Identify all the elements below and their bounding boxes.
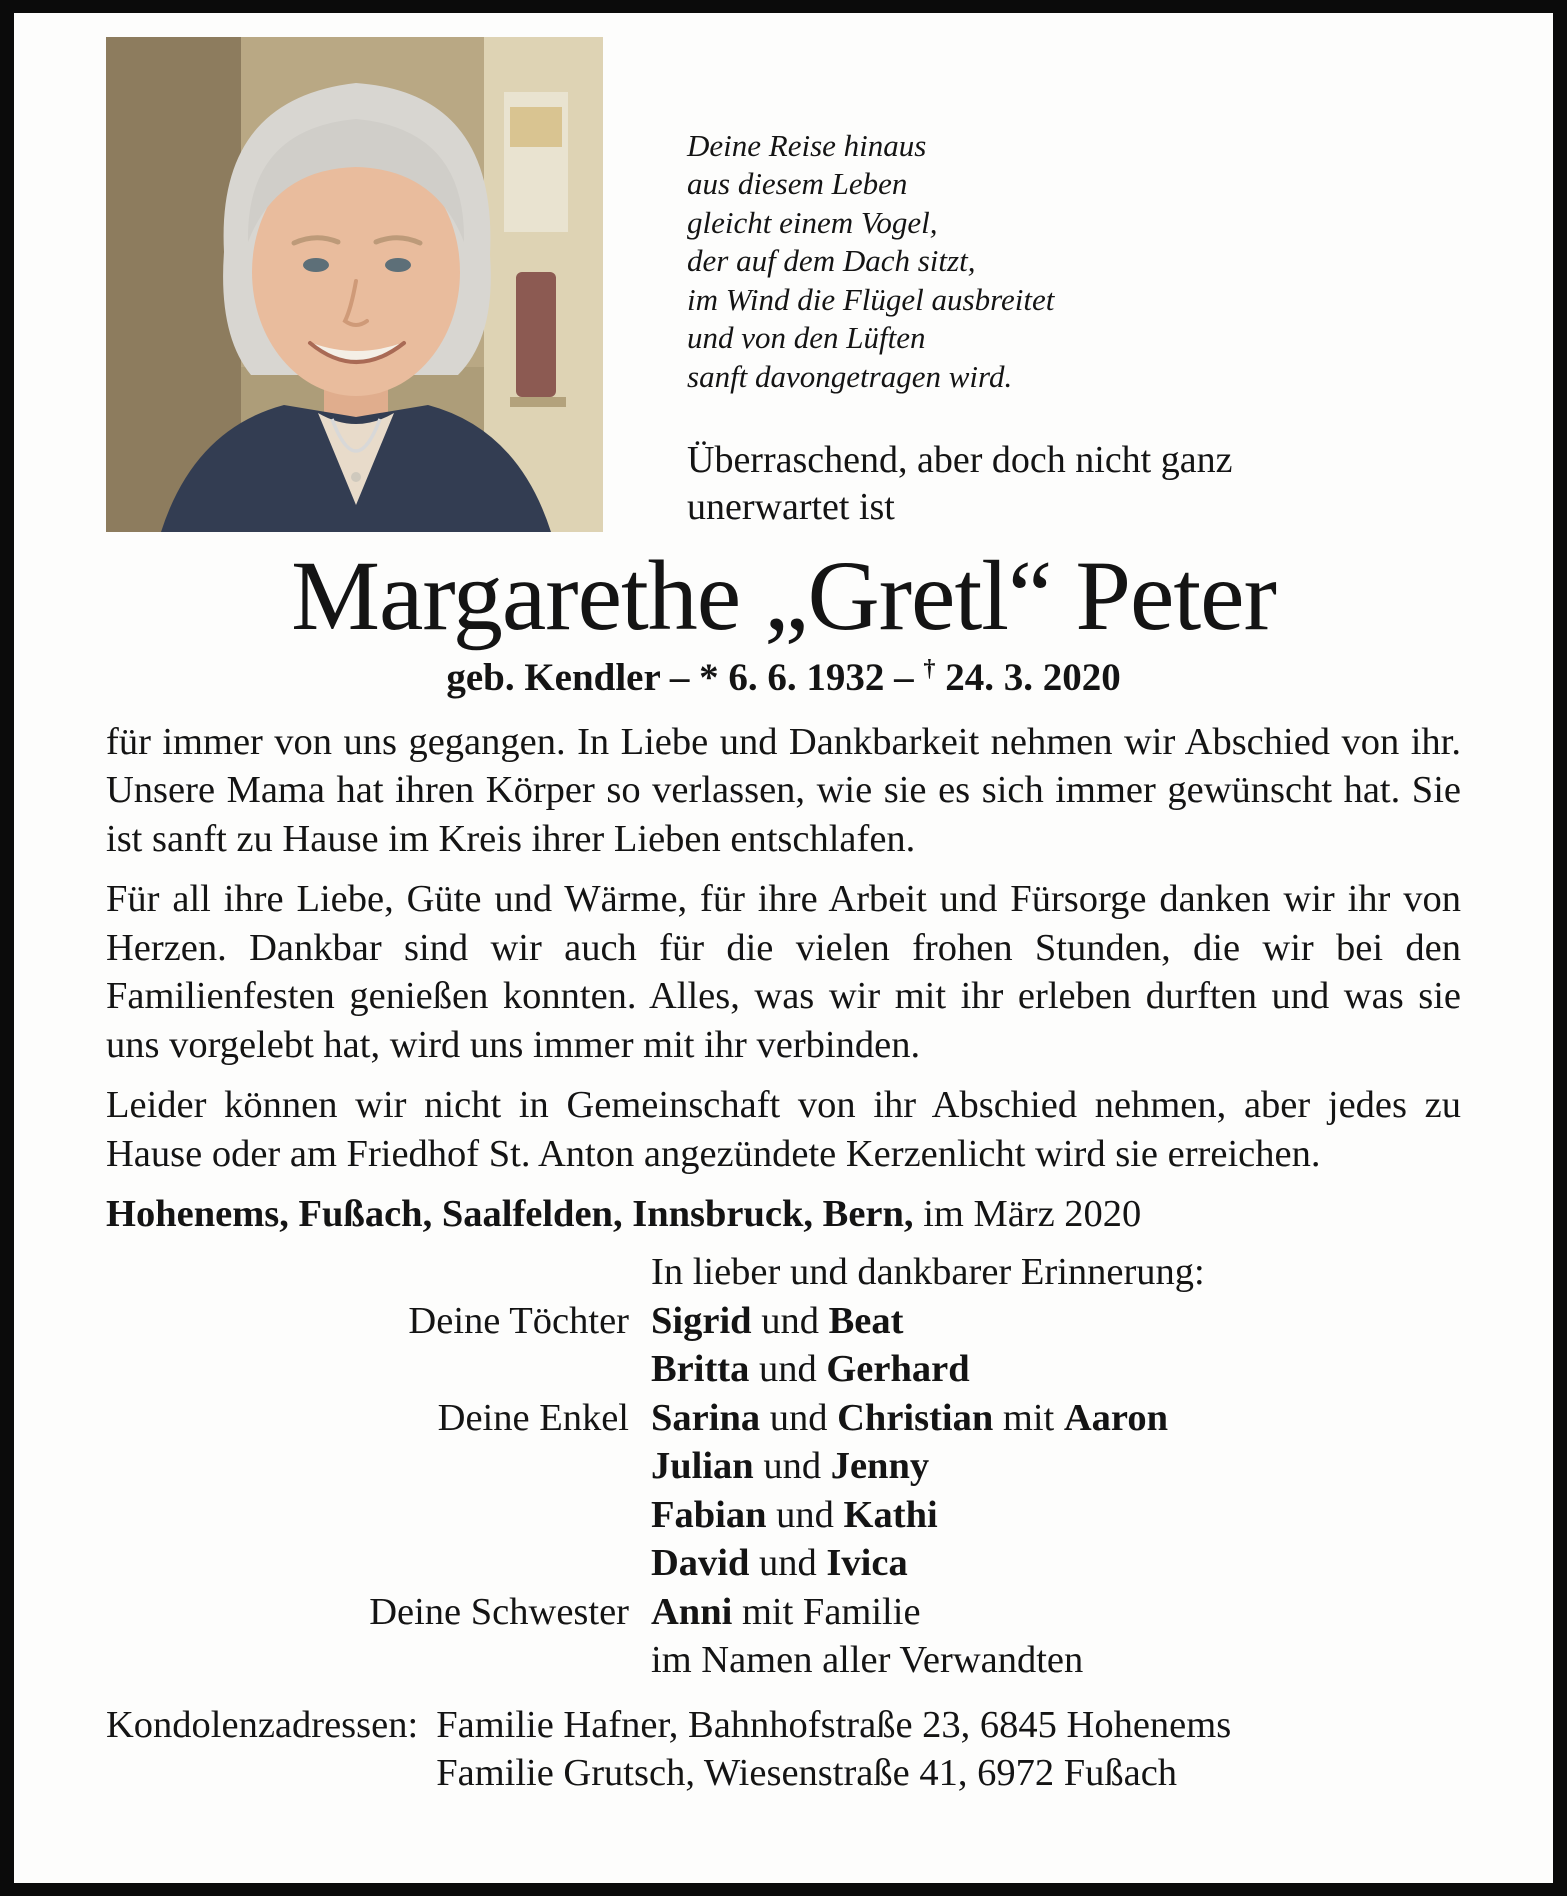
intro-text — [687, 437, 1461, 532]
name-regular: und — [751, 1299, 829, 1342]
top-section — [106, 37, 1461, 532]
condolence-addresses — [436, 1701, 1231, 1798]
name-bold: Gerhard — [826, 1348, 970, 1391]
remembrance-label: Deine Töchter — [408, 1299, 629, 1342]
poem-line: sanft davongetragen wird. — [687, 358, 1013, 394]
remembrance-names — [651, 1588, 1461, 1637]
remembrance-label — [106, 1345, 651, 1394]
remembrance-label — [106, 1491, 651, 1540]
remembrance-names — [651, 1345, 1461, 1394]
name-regular: mit — [993, 1396, 1064, 1439]
name-regular: und — [760, 1396, 838, 1439]
cross-symbol: † — [923, 655, 936, 682]
remembrance-heading-row — [106, 1248, 1461, 1297]
remembrance-names — [651, 1394, 1461, 1443]
remembrance-names — [651, 1297, 1461, 1346]
remembrance-label — [106, 1248, 651, 1297]
name-regular: und — [766, 1493, 844, 1536]
name-bold: Sigrid — [651, 1299, 752, 1342]
locations-date: im März 2020 — [913, 1193, 1142, 1236]
birth-death-dates — [106, 654, 1461, 702]
obituary-page — [14, 13, 1553, 1883]
name-bold: Julian — [651, 1445, 754, 1488]
poem-line: gleicht einem Vogel, — [687, 204, 938, 240]
name-regular: mit Familie — [732, 1590, 921, 1633]
name-bold: Ivica — [826, 1542, 908, 1585]
remembrance-label: Deine Enkel — [437, 1396, 629, 1439]
name-bold: Beat — [828, 1299, 904, 1342]
condolence-label: Kondolenzadressen: — [106, 1703, 419, 1746]
poem-line: der auf dem Dach sitzt, — [687, 243, 976, 279]
remembrance-label — [106, 1442, 651, 1491]
name-bold: Britta — [651, 1348, 750, 1391]
remembrance-names — [651, 1636, 1461, 1685]
name-regular: und — [753, 1445, 831, 1488]
name-regular: und — [749, 1348, 827, 1391]
remembrance-names — [651, 1442, 1461, 1491]
poem-line: Deine Reise hinaus — [687, 128, 927, 163]
poem — [687, 127, 1461, 396]
condolence-block — [106, 1701, 1461, 1798]
name-regular: und — [749, 1542, 827, 1585]
name-bold: Kathi — [843, 1493, 938, 1536]
remembrance-row — [106, 1394, 1461, 1443]
paragraph: Leider können wir nicht in Gemeinschaft von ihr Abschied nehmen, aber jedes zu Hause oder am Friedhof St. Anton angezündete Kerzenlicht wird sie erreichen. — [106, 1084, 1461, 1175]
name-bold: Sarina — [651, 1396, 761, 1439]
name-bold: Aaron — [1063, 1396, 1168, 1439]
right-column — [687, 37, 1461, 532]
name-bold: David — [651, 1542, 750, 1585]
remembrance-names — [651, 1491, 1461, 1540]
remembrance-row — [106, 1345, 1461, 1394]
intro-line: Überraschend, aber doch nicht ganz — [687, 439, 1233, 482]
remembrance-row — [106, 1539, 1461, 1588]
poem-line: aus diesem Leben — [687, 166, 908, 202]
name-bold: Jenny — [830, 1445, 930, 1488]
remembrance-label — [106, 1539, 651, 1588]
portrait-photo — [106, 37, 603, 532]
remembrance-row — [106, 1442, 1461, 1491]
condolence-address: Familie Grutsch, Wiesenstraße 41, 6972 Fußach — [436, 1752, 1178, 1795]
portrait-illustration — [106, 37, 603, 532]
remembrance-names — [651, 1539, 1461, 1588]
locations-line — [106, 1190, 1461, 1238]
name-bold: Fabian — [651, 1493, 767, 1536]
remembrance-row — [106, 1636, 1461, 1685]
remembrance-label — [106, 1636, 651, 1685]
paragraph: Für all ihre Liebe, Güte und Wärme, für ihre Arbeit und Fürsorge danken wir ihr von Herzen. Dankbar sind wir auch für die vielen frohen Stunden, die wir bei den Familienfesten genießen konnten. Alles, was wir mit ihr erleben durften und was sie uns vorgelebt hat, wird uns immer mit ihr verbinden. — [106, 878, 1461, 1066]
remembrance-heading: In lieber und dankbarer Erinnerung: — [651, 1251, 1205, 1294]
paragraph: für immer von uns gegangen. In Liebe und Dankbarkeit nehmen wir Abschied von ihr. Unsere Mama hat ihren Körper so verlassen, wie sie es sich immer gewünscht hat. Sie ist sanft zu Hause im Kreis ihrer Lieben entschlafen. — [106, 720, 1461, 860]
poem-line: und von den Lüften — [687, 320, 926, 356]
name-bold: Christian — [837, 1396, 994, 1439]
remembrance-row — [106, 1588, 1461, 1637]
obituary-body — [106, 718, 1461, 1179]
name-regular: im Namen aller Verwandten — [651, 1639, 1084, 1682]
remembrance-row — [106, 1297, 1461, 1346]
intro-line: unerwartet ist — [687, 485, 895, 528]
remembrance-row — [106, 1491, 1461, 1540]
dates-prefix: geb. Kendler – * 6. 6. 1932 – — [446, 656, 924, 699]
remembrance-block — [106, 1248, 1461, 1685]
poem-line: im Wind die Flügel ausbreitet — [687, 281, 1055, 317]
remembrance-label: Deine Schwester — [369, 1590, 629, 1633]
locations-bold: Hohenems, Fußach, Saalfelden, Innsbruck, Bern, — [106, 1193, 914, 1236]
condolence-address: Familie Hafner, Bahnhofstraße 23, 6845 Hohenems — [436, 1703, 1232, 1746]
death-date: 24. 3. 2020 — [935, 656, 1121, 699]
deceased-name: Margarethe „Gretl“ Peter — [291, 540, 1276, 651]
name-bold: Anni — [651, 1590, 733, 1633]
